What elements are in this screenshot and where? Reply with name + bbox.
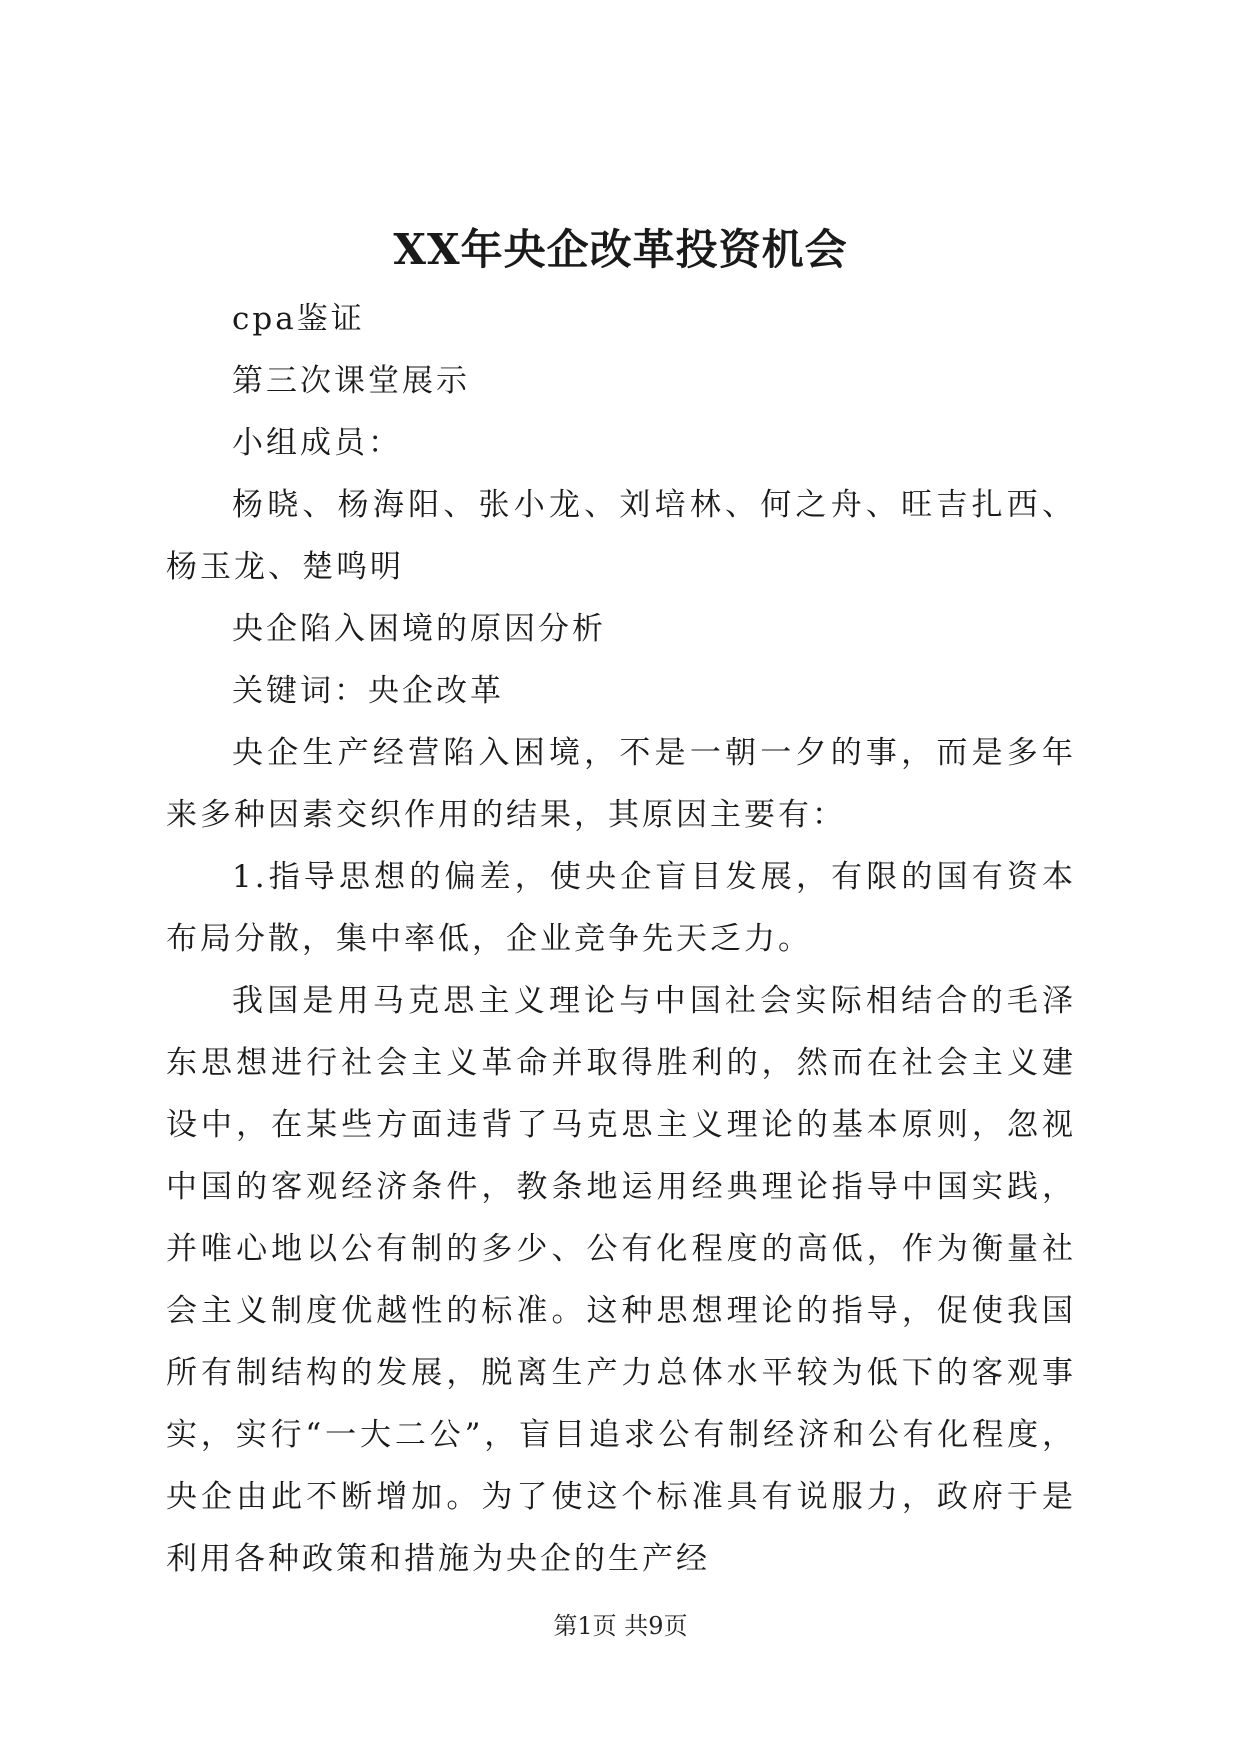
paragraph-section-heading: 央企陷入困境的原因分析 xyxy=(232,611,606,647)
page-footer: 第1页 共9页 xyxy=(553,1612,688,1640)
document-title: XX年央企改革投资机会 xyxy=(393,225,848,274)
paragraph-keywords: 关键词：央企改革 xyxy=(232,673,504,709)
paragraph-point-1: 1.指导思想的偏差，使央企盲目发展，有限的国有资本布局分散，集中率低，企业竞争先天乏力。 xyxy=(166,859,1076,957)
paragraph-intro: 央企生产经营陷入困境，不是一朝一夕的事，而是多年来多种因素交织作用的结果，其原因主要有： xyxy=(166,735,1076,833)
document-body xyxy=(166,288,1076,1590)
paragraph-members-label: 小组成员： xyxy=(232,425,402,461)
paragraph-body: 我国是用马克思主义理论与中国社会实际相结合的毛泽东思想进行社会主义革命并取得胜利的，然而在社会主义建设中，在某些方面违背了马克思主义理论的基本原则，忽视中国的客观经济条件，教条地运用经典理论指导中国实践，并唯心地以公有制的多少、公有化程度的高低，作为衡量社会主义制度优越性的标准。这种思想理论的指导，促使我国所有制结构的发展，脱离生产力总体水平较为低下的客观事实，实行“一大二公”，盲目追求公有制经济和公有化程度，央企由此不断增加。为了使这个标准具有说服力，政府于是利用各种政策和措施为央企的生产经 xyxy=(166,983,1076,1577)
paragraph-presentation: 第三次课堂展示 xyxy=(232,363,470,399)
paragraph-members-list: 杨晓、杨海阳、张小龙、刘培林、何之舟、旺吉扎西、杨玉龙、楚鸣明 xyxy=(166,487,1076,585)
paragraph-cpa: cpa鉴证 xyxy=(232,301,365,337)
